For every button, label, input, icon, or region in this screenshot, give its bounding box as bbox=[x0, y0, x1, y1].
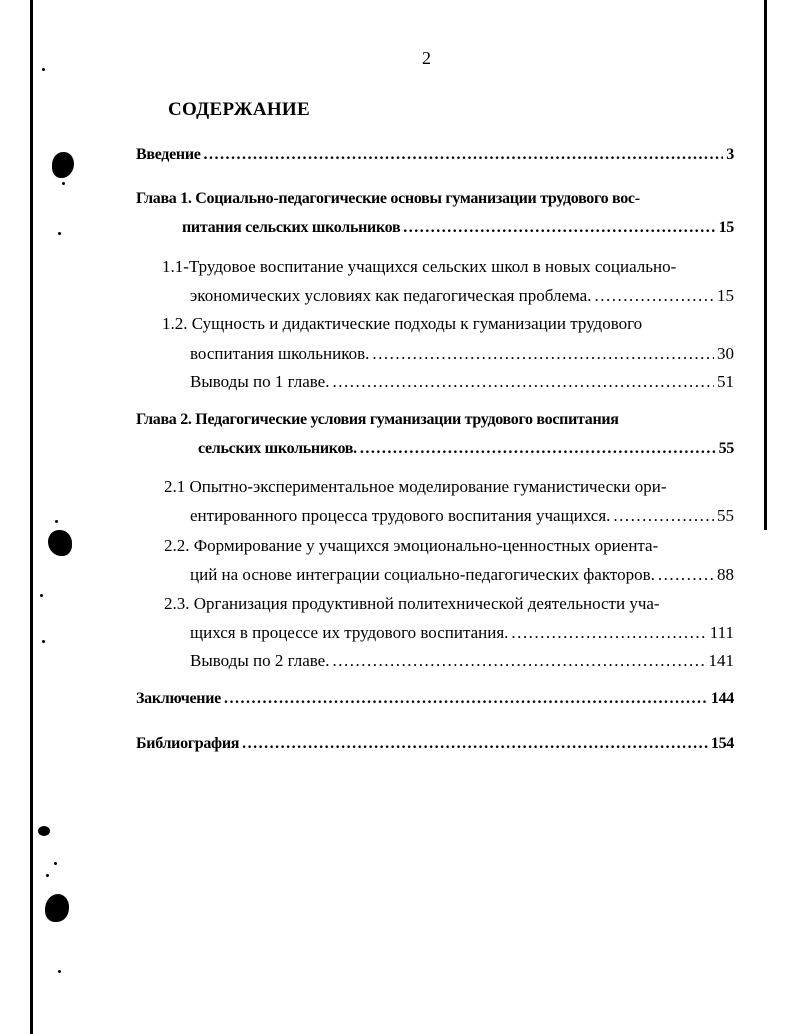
scan-speck bbox=[42, 68, 45, 71]
scan-blot bbox=[38, 826, 50, 836]
dot-leader bbox=[511, 622, 706, 644]
scan-speck bbox=[58, 970, 61, 973]
scan-blot bbox=[45, 894, 69, 922]
toc-page-number: 144 bbox=[710, 690, 734, 707]
dot-leader bbox=[658, 564, 714, 586]
toc-entry-intro bbox=[136, 144, 734, 166]
scan-speck bbox=[42, 640, 45, 643]
scan-blot bbox=[48, 530, 72, 556]
dot-leader bbox=[360, 438, 716, 460]
toc-chapter-1-line2 bbox=[182, 217, 734, 239]
dot-leader bbox=[403, 217, 715, 239]
dot-leader bbox=[613, 505, 714, 527]
dot-leader bbox=[224, 688, 708, 710]
toc-entry-label: 2.1 Опытно-экспериментальное моделирование гуманистически ори- bbox=[164, 477, 667, 496]
toc-section-2-2-line2 bbox=[190, 564, 734, 586]
toc-title: СОДЕРЖАНИЕ bbox=[168, 99, 310, 120]
toc-entry-label: щихся в процессе их трудового воспитания. bbox=[190, 623, 509, 642]
toc-section-2-3-line1 bbox=[164, 593, 744, 615]
toc-page-number: 51 bbox=[717, 372, 734, 391]
toc-entry-label: 1.1-Трудовое воспитание учащихся сельских школ в новых социально- bbox=[162, 257, 677, 276]
toc-entry-label: Выводы по 2 главе. bbox=[190, 651, 330, 670]
toc-entry-label: экономических условиях как педагогическая проблема. bbox=[190, 286, 592, 305]
toc-conclusions-ch2 bbox=[190, 650, 734, 672]
toc-page-number: 15 bbox=[718, 219, 734, 236]
scan-speck bbox=[55, 520, 58, 523]
toc-page-number: 55 bbox=[717, 506, 734, 525]
dot-leader bbox=[204, 144, 724, 166]
toc-section-2-1-line1 bbox=[164, 476, 744, 498]
toc-section-2-2-line1 bbox=[164, 535, 744, 557]
toc-page-number: 111 bbox=[709, 623, 734, 642]
dot-leader bbox=[332, 371, 714, 393]
toc-entry-label: Введение bbox=[136, 146, 201, 163]
toc-entry-conclusion bbox=[136, 688, 734, 710]
toc-section-1-1-line1 bbox=[162, 256, 742, 278]
toc-entry-label: питания сельских школьников bbox=[182, 219, 401, 236]
scan-speck bbox=[40, 594, 43, 597]
toc-chapter-2-line1 bbox=[136, 409, 736, 431]
toc-entry-label: Глава 2. Педагогические условия гуманизации трудового воспитания bbox=[136, 411, 619, 428]
scan-blot bbox=[52, 152, 74, 178]
toc-section-1-1-line2 bbox=[190, 285, 734, 307]
scan-speck bbox=[62, 182, 65, 185]
toc-chapter-2-line2 bbox=[198, 438, 734, 460]
scan-edge-left bbox=[30, 0, 33, 1034]
toc-entry-label: Глава 1. Социально-педагогические основы гуманизации трудового вос- bbox=[136, 190, 640, 207]
scan-speck bbox=[58, 232, 61, 235]
toc-page-number: 55 bbox=[718, 440, 734, 457]
toc-page-number: 154 bbox=[710, 735, 734, 752]
dot-leader bbox=[594, 285, 714, 307]
toc-entry-label: 2.3. Организация продуктивной политехнической деятельности уча- bbox=[164, 594, 660, 613]
toc-section-2-3-line2 bbox=[190, 622, 734, 644]
toc-entry-label: ций на основе интеграции социально-педагогических факторов. bbox=[190, 565, 655, 584]
toc-page-number: 141 bbox=[708, 651, 734, 670]
toc-entry-label: ентированного процесса трудового воспитания учащихся. bbox=[190, 506, 611, 525]
toc-entry-label: 1.2. Сущность и дидактические подходы к гуманизации трудового bbox=[162, 314, 643, 333]
toc-entry-label: Библиография bbox=[136, 735, 240, 752]
toc-entry-bibliography bbox=[136, 733, 734, 755]
toc-entry-label: Заключение bbox=[136, 690, 221, 707]
toc-entry-label: сельских школьников. bbox=[198, 440, 357, 457]
dot-leader bbox=[332, 650, 705, 672]
scan-speck bbox=[54, 862, 57, 865]
toc-page-number: 30 bbox=[717, 344, 734, 363]
toc-page-number: 15 bbox=[717, 286, 734, 305]
dot-leader bbox=[242, 733, 708, 755]
toc-conclusions-ch1 bbox=[190, 371, 734, 393]
toc-section-2-1-line2 bbox=[190, 505, 734, 527]
toc-entry-label: воспитания школьников. bbox=[190, 344, 370, 363]
toc-chapter-1-line1 bbox=[136, 188, 736, 210]
dot-leader bbox=[372, 343, 714, 365]
toc-entry-label: Выводы по 1 главе. bbox=[190, 372, 330, 391]
toc-page-number: 3 bbox=[726, 146, 734, 163]
toc-entry-label: 2.2. Формирование у учащихся эмоционально-ценностных ориента- bbox=[164, 536, 659, 555]
toc-section-1-2-line2 bbox=[190, 343, 734, 365]
scan-edge-right bbox=[764, 0, 767, 530]
toc-page-number: 88 bbox=[717, 565, 734, 584]
scan-speck bbox=[46, 874, 49, 877]
toc-section-1-2-line1 bbox=[162, 313, 742, 335]
page-number: 2 bbox=[422, 48, 431, 68]
